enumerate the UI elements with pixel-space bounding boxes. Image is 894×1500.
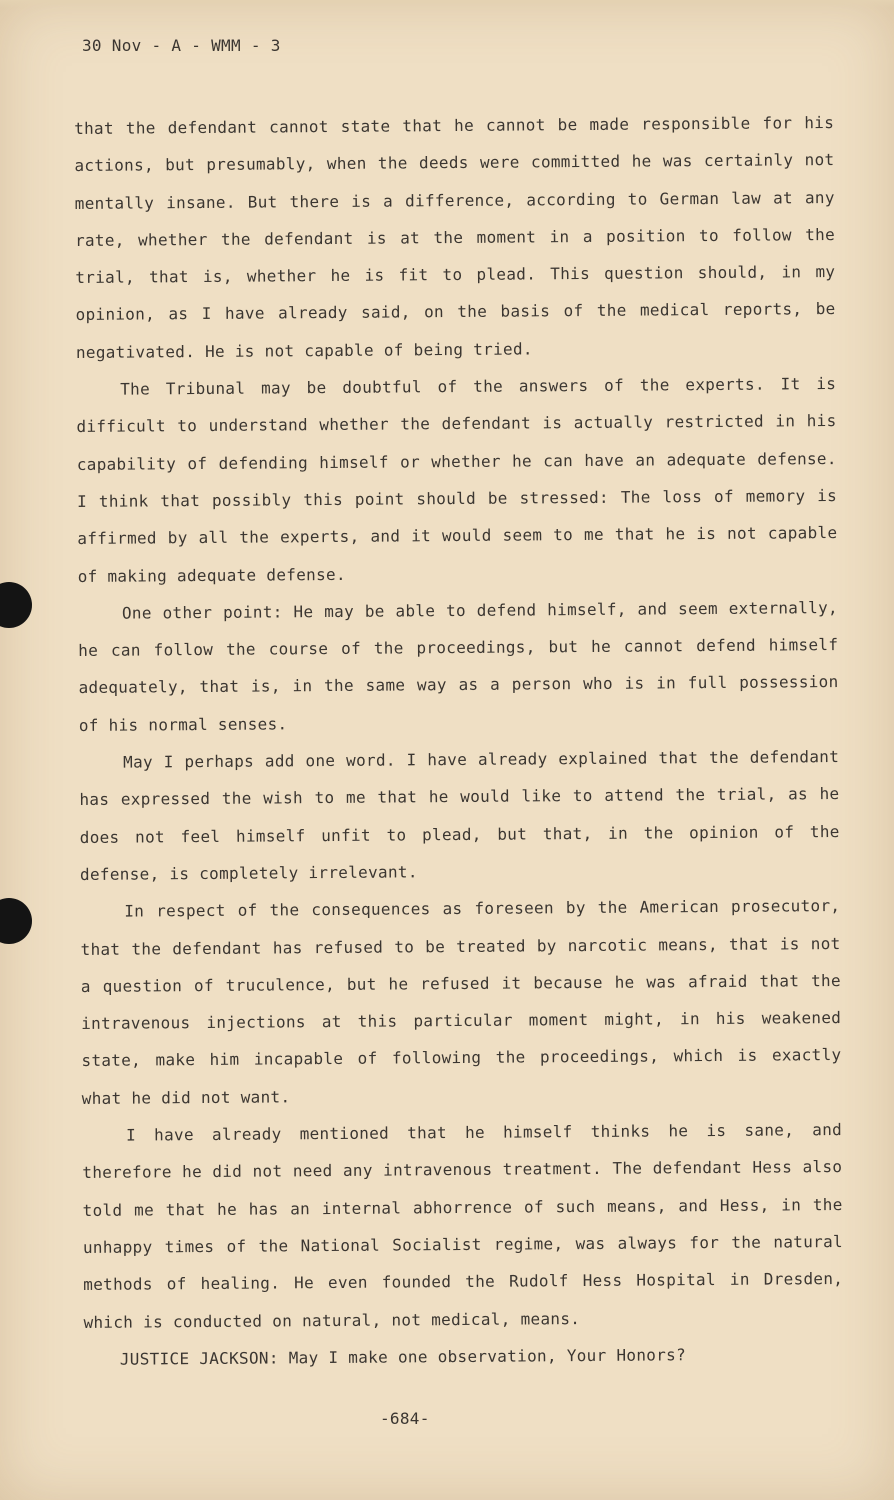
- page-header-identifier: 30 Nov - A - WMM - 3: [82, 36, 281, 55]
- paragraph-3: One other point: He may be able to defend himself, and seem externally, he can follow the course of the proceedings, but he cannot defend himself adequately, that is, in the same way as a person who is in full possession of his normal senses.: [78, 597, 839, 735]
- binder-hole-lower: [0, 898, 32, 944]
- transcript-body: [74, 104, 844, 1378]
- paragraph-2: The Tribunal may be doubtful of the answers of the experts. It is difficult to understand whether the defendant is actually restricted in his capability of defending himself or whether he can have an adequate defense. I think that possibly this point should be stressed: The loss of memory is affirmed by all the experts, and it would seem to me that he is not capable of making adequate defense.: [76, 374, 838, 586]
- paragraph-6: I have already mentioned that he himself thinks he is sane, and therefore he did not need any intravenous treatment. The defendant Hess also told me that he has an internal abhorrence of such means, and Hess, in the unhappy times of the National Socialist regime, was always for the natural methods of healing. He even founded the Rudolf Hess Hospital in Dresden, which is conducted on natural, not medical, means.: [82, 1120, 844, 1332]
- paragraph-4: May I perhaps add one word. I have already explained that the defendant has expressed the wish to me that he would like to attend the trial, as he does not feel himself unfit to plead, but that, in the opinion of the defense, is completely irrelevant.: [79, 747, 840, 884]
- paragraph-1: that the defendant cannot state that he cannot be made responsible for his actions, but presumably, when the deeds were committed he was certainly not mentally insane. But there is a difference, according to German law at any rate, whether the defendant is at the moment in a position to follow the trial, that is, whether he is fit to plead. This question should, in my opinion, as I have already said, on the basis of the medical reports, be negativated. He is not capable of being tried.: [74, 113, 836, 362]
- binder-hole-upper: [0, 582, 32, 628]
- paragraph-5: In respect of the consequences as foreseen by the American prosecutor, that the defendant has refused to be treated by narcotic means, that is not a question of truculence, but he refused it because he was afraid that the intravenous injections at this particular moment might, in his weakened state, make him incapable of following the proceedings, which is exactly what he did not want.: [80, 896, 842, 1108]
- speaker-line: JUSTICE JACKSON: May I make one observation, Your Honors?: [119, 1345, 687, 1369]
- page-number: -684-: [380, 1409, 430, 1428]
- paper-edge: [0, 0, 894, 8]
